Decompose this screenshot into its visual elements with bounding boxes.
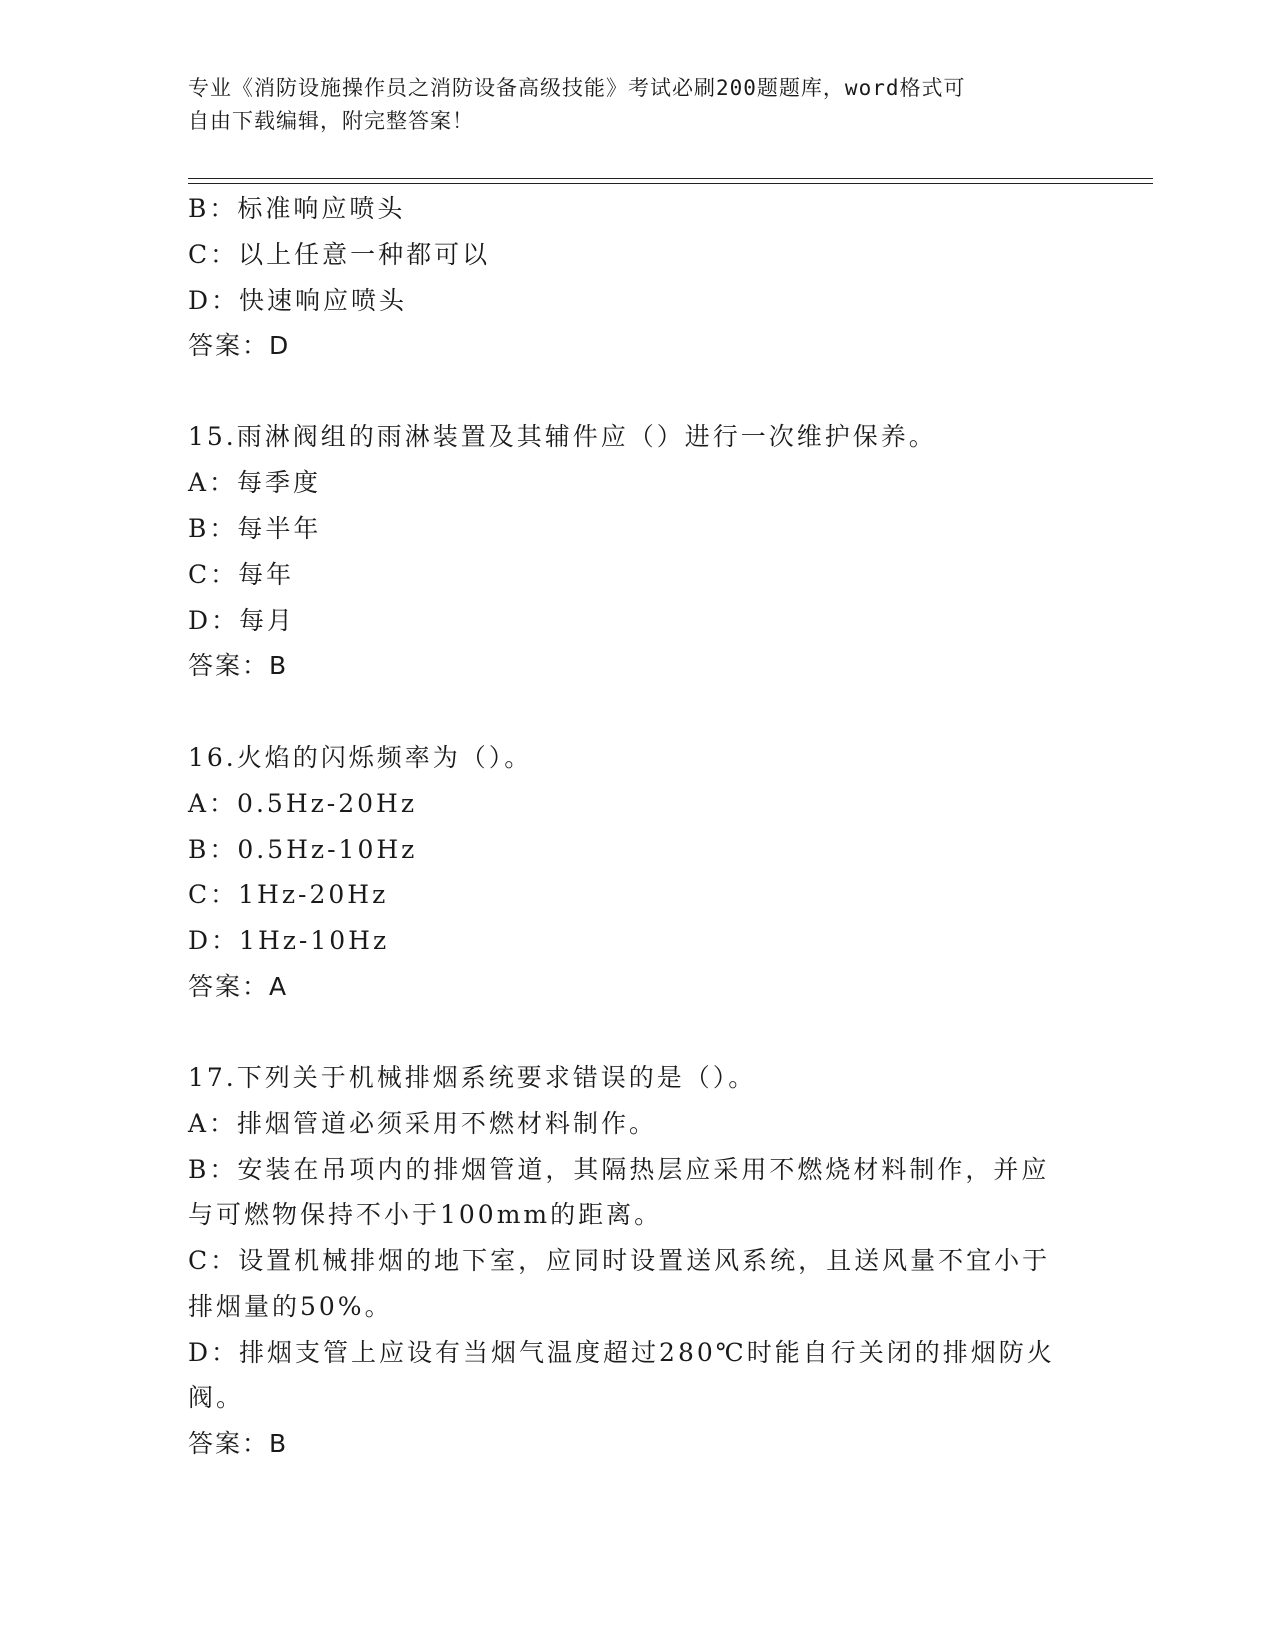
q15-question: 15.雨淋阀组的雨淋装置及其辅件应（）进行一次维护保养。 [188, 422, 937, 451]
q14-option-b: B：标准响应喷头 [188, 194, 406, 223]
q15-answer: 答案：B [188, 651, 289, 680]
header-line-2: 自由下载编辑，附完整答案！ [188, 109, 474, 133]
q17-option-b-line-1: B：安装在吊项内的排烟管道，其隔热层应采用不燃烧材料制作，并应 [188, 1155, 1050, 1184]
q14-option-d: D：快速响应喷头 [188, 286, 408, 315]
q17-answer: 答案：B [188, 1429, 289, 1458]
header-line-1: 专业《消防设施操作员之消防设备高级技能》考试必刷200题题库，word格式可 [188, 76, 966, 100]
q17-option-b-line-2: 与可燃物保持不小于100mm的距离。 [188, 1200, 663, 1229]
q15-option-d: D：每月 [188, 606, 296, 635]
document-header [188, 72, 1078, 138]
q16-option-a: A：0.5Hz-20Hz [188, 789, 418, 818]
header-divider-top [188, 178, 1153, 179]
q16-question: 16.火焰的闪烁频率为（）。 [188, 743, 533, 772]
q15-option-c: C：每年 [188, 560, 295, 589]
q16-option-d: D：1Hz-10Hz [188, 926, 390, 955]
q17-option-c-line-2: 排烟量的50%。 [188, 1292, 393, 1321]
q14-option-c: C：以上任意一种都可以 [188, 240, 491, 269]
q14-answer: 答案：D [188, 331, 291, 360]
q15-option-b: B：每半年 [188, 514, 322, 543]
q17-option-d-line-1: D：排烟支管上应设有当烟气温度超过280℃时能自行关闭的排烟防火 [188, 1338, 1055, 1367]
q16-answer: 答案：A [188, 972, 289, 1001]
q17-option-d-line-2: 阀。 [188, 1383, 245, 1412]
q17-option-a: A：排烟管道必须采用不燃材料制作。 [188, 1109, 658, 1138]
q17-question: 17.下列关于机械排烟系统要求错误的是（）。 [188, 1063, 757, 1092]
q17-option-c-line-1: C：设置机械排烟的地下室，应同时设置送风系统，且送风量不宜小于 [188, 1246, 1051, 1275]
header-divider-bottom [188, 183, 1153, 184]
q15-option-a: A：每季度 [188, 468, 322, 497]
q16-option-b: B：0.5Hz-10Hz [188, 835, 418, 864]
q16-option-c: C：1Hz-20Hz [188, 880, 389, 909]
